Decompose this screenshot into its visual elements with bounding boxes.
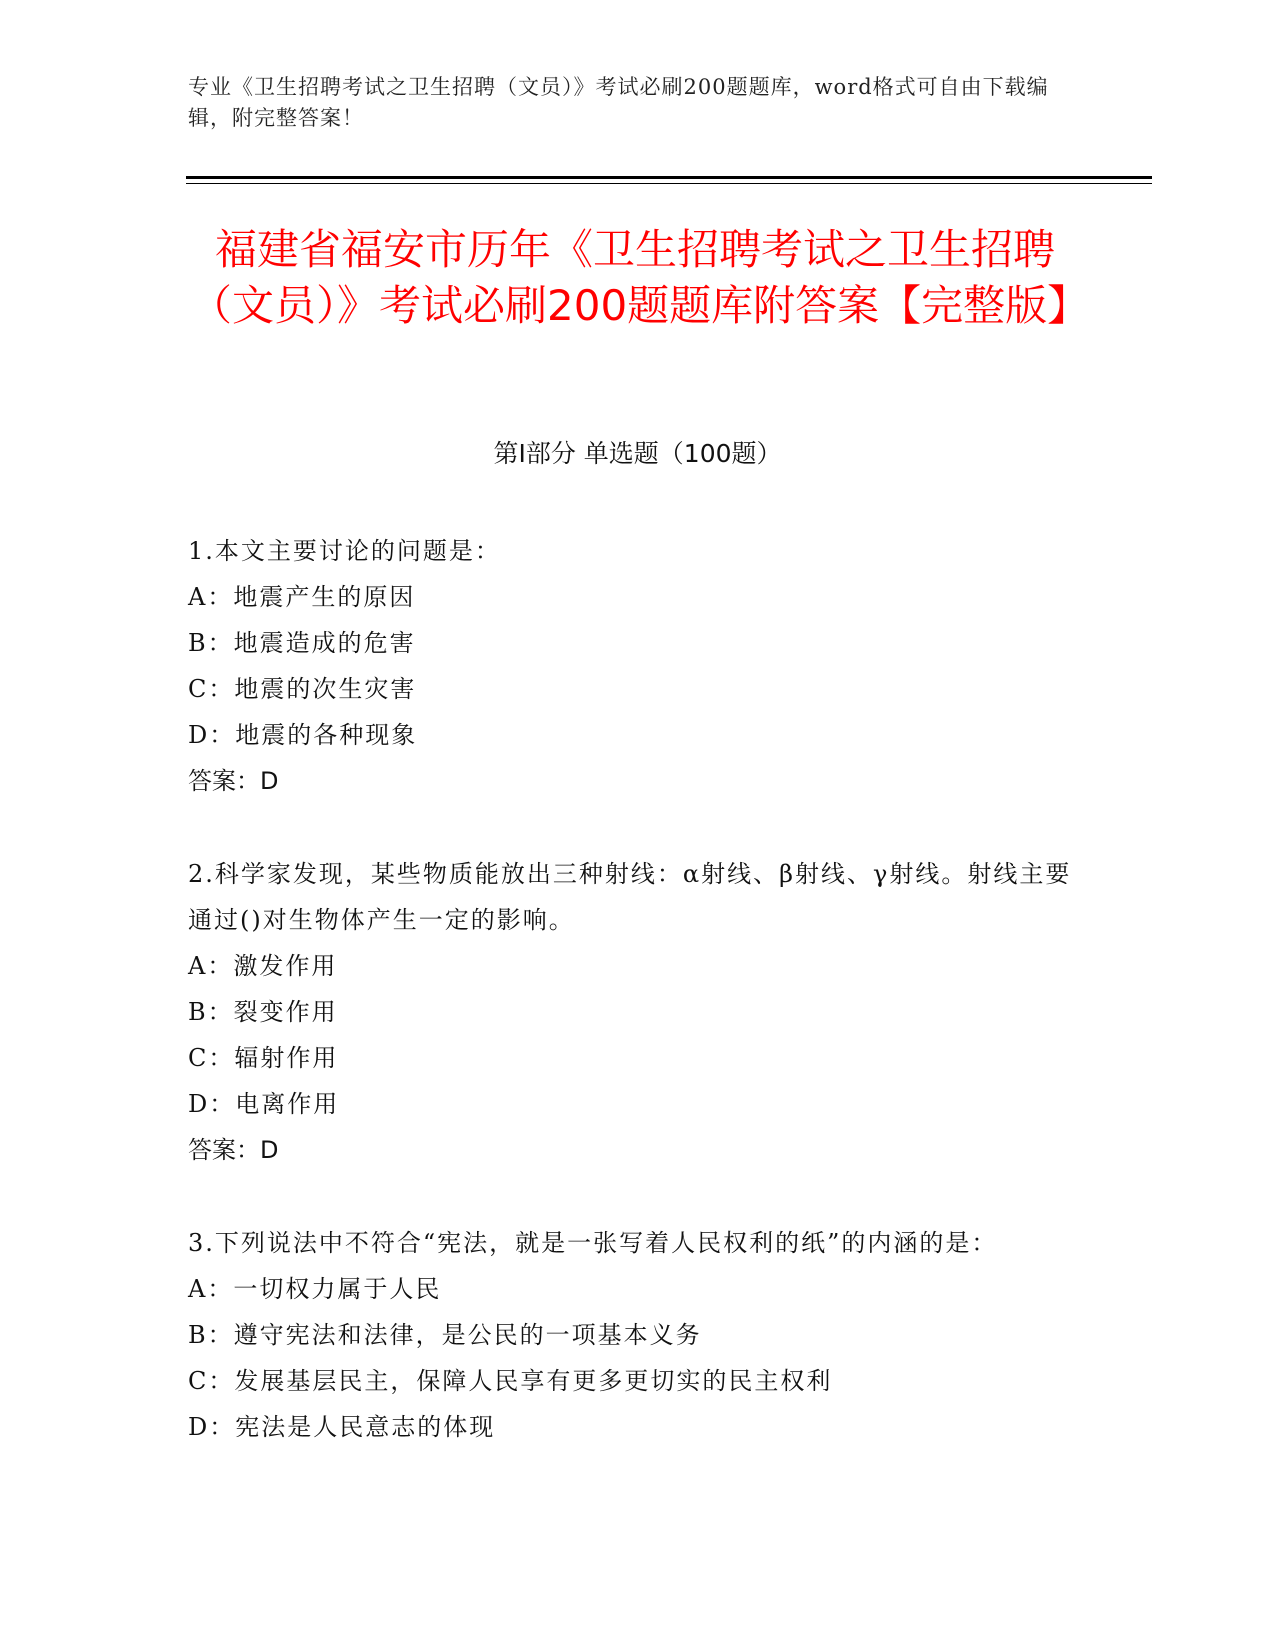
question-3 [188, 1220, 1088, 1450]
question-2 [188, 851, 1088, 1173]
option-b: B：裂变作用 [188, 998, 338, 1026]
option-d: D：电离作用 [188, 1090, 340, 1118]
section-heading: 第I部分 单选题（100题） [493, 439, 782, 468]
option-b: B：遵守宪法和法律，是公民的一项基本义务 [188, 1321, 702, 1349]
option-c: C：地震的次生灾害 [188, 675, 417, 703]
header-divider-thick [186, 176, 1152, 179]
option-a: A：地震产生的原因 [188, 583, 416, 611]
header-divider-thin [186, 183, 1152, 184]
question-list [188, 528, 1088, 1497]
question-1 [188, 528, 1088, 804]
answer-line: 答案：D [188, 767, 279, 795]
option-c: C：发展基层民主，保障人民享有更多更切实的民主权利 [188, 1367, 833, 1395]
question-stem: 2.科学家发现，某些物质能放出三种射线：α射线、β射线、γ射线。射线主要通过()对生物体产生一定的影响。 [188, 860, 1072, 934]
option-b: B：地震造成的危害 [188, 629, 416, 657]
option-d: D：宪法是人民意志的体现 [188, 1413, 496, 1441]
question-stem: 3.下列说法中不符合“宪法，就是一张写着人民权利的纸”的内涵的是： [188, 1229, 998, 1257]
option-d: D：地震的各种现象 [188, 721, 418, 749]
question-stem: 1.本文主要讨论的问题是： [188, 537, 501, 565]
answer-line: 答案：D [188, 1136, 279, 1164]
option-a: A：一切权力属于人民 [188, 1275, 442, 1303]
option-c: C：辐射作用 [188, 1044, 339, 1072]
option-a: A：激发作用 [188, 952, 338, 980]
document-title: 福建省福安市历年《卫生招聘考试之卫生招聘（文员）》考试必刷200题题库附答案【完整版】 [190, 225, 1090, 330]
header-note: 专业《卫生招聘考试之卫生招聘（文员）》考试必刷200题题库，word格式可自由下载编辑，附完整答案！ [188, 75, 1049, 130]
